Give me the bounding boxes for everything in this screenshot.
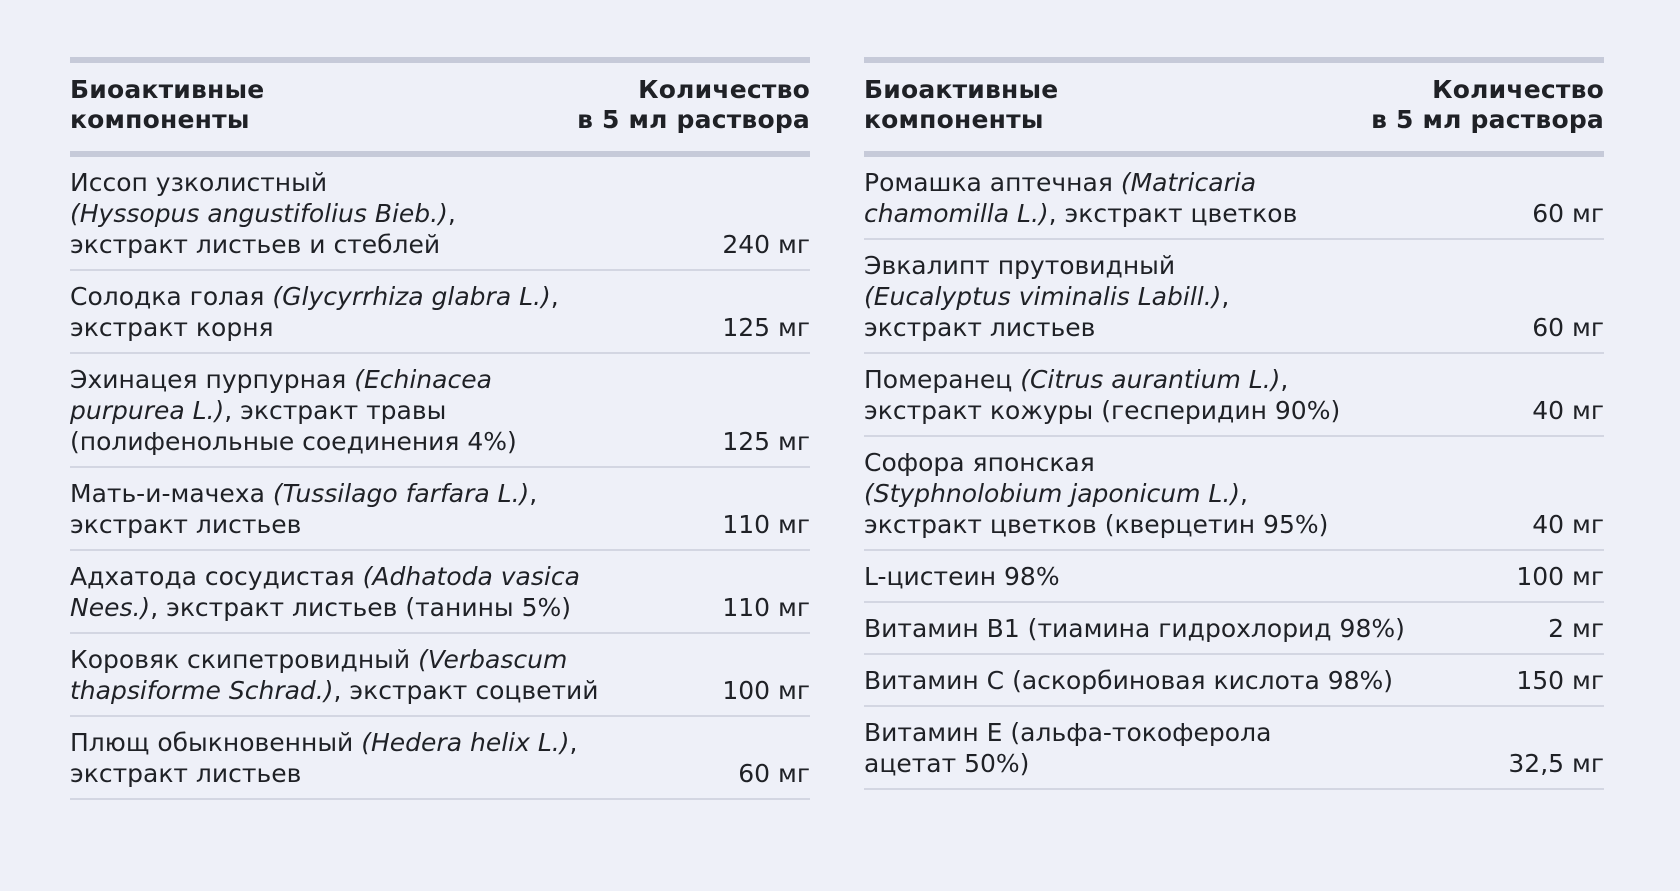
text-segment: экстракт цветков (кверцетин 95%) <box>864 510 1329 539</box>
text-segment: Мать-и-мачеха <box>70 479 273 508</box>
latin-name-segment: (Hedera helix L.) <box>361 728 570 757</box>
composition-table-left <box>70 57 810 800</box>
latin-name-segment: (Glycyrrhiza glabra L.) <box>272 282 551 311</box>
component-amount: 110 мг <box>722 593 810 622</box>
text-segment: экстракт листьев <box>70 510 302 539</box>
component-column-header <box>70 75 264 135</box>
latin-name-segment: (Hyssopus angustifolius Bieb.) <box>70 199 448 228</box>
component-amount: 2 мг <box>1548 614 1604 643</box>
text-segment: экстракт корня <box>70 313 274 342</box>
table-row <box>864 437 1604 551</box>
table-row <box>70 157 810 271</box>
latin-name-segment: (Styphnolobium japonicum L.) <box>864 479 1241 508</box>
component-amount: 125 мг <box>722 313 810 342</box>
text-segment: , экстракт соцветий <box>333 676 599 705</box>
text-segment: Коровяк скипетровидный <box>70 645 419 674</box>
text-segment: Померанец <box>864 365 1021 394</box>
text-segment: , <box>550 282 559 311</box>
component-name-line <box>70 229 630 260</box>
component-amount: 240 мг <box>722 230 810 259</box>
component-name <box>70 281 630 343</box>
text-segment: экстракт листьев <box>864 313 1096 342</box>
component-name-line <box>864 167 1424 198</box>
component-amount: 150 мг <box>1516 666 1604 695</box>
text-segment: Витамин С (аскорбиновая кислота 98%) <box>864 666 1394 695</box>
component-name-line <box>864 509 1424 540</box>
table-header <box>864 57 1604 157</box>
latin-name-segment: chamomilla L.) <box>864 199 1049 228</box>
component-name <box>864 613 1424 644</box>
text-segment: экстракт кожуры (гесперидин 90%) <box>864 396 1341 425</box>
component-name-line <box>70 426 630 457</box>
table-row <box>70 634 810 717</box>
latin-name-segment: (Eucalyptus viminalis Labill.) <box>864 282 1222 311</box>
table-body <box>864 157 1604 790</box>
text-segment: (полифенольные соединения 4%) <box>70 427 517 456</box>
table-row <box>70 354 810 468</box>
table-row <box>864 354 1604 437</box>
component-name <box>70 478 630 540</box>
text-segment: , <box>1240 479 1248 508</box>
component-name-line <box>70 675 630 706</box>
component-name-line <box>70 478 630 509</box>
component-amount: 100 мг <box>722 676 810 705</box>
text-segment: Солодка голая <box>70 282 273 311</box>
text-segment: Иссоп узколистный <box>70 168 328 197</box>
table-row <box>864 240 1604 354</box>
text-segment: , <box>529 479 538 508</box>
component-header-line-2: компоненты <box>864 105 1044 134</box>
component-name-line <box>70 364 630 395</box>
table-row <box>864 603 1604 655</box>
amount-header-line-1: Количество <box>638 75 810 104</box>
component-amount: 60 мг <box>1532 199 1604 228</box>
component-name-line <box>70 281 630 312</box>
component-name <box>864 250 1424 343</box>
component-name <box>864 167 1424 229</box>
latin-name-segment: purpurea L.) <box>70 396 225 425</box>
component-name-line <box>864 748 1424 779</box>
component-name-line <box>70 167 630 198</box>
text-segment: Адхатода сосудистая <box>70 562 363 591</box>
component-name-line <box>864 395 1424 426</box>
component-name-line <box>70 561 630 592</box>
component-name-line <box>70 758 630 789</box>
component-name-line <box>70 592 630 623</box>
text-segment: экстракт листьев и стеблей <box>70 230 441 259</box>
table-row <box>864 655 1604 707</box>
text-segment: L-цистеин 98% <box>864 562 1060 591</box>
text-segment: , экстракт листьев (танины 5%) <box>150 593 572 622</box>
component-name-line <box>864 250 1424 281</box>
text-segment: , экстракт травы <box>224 396 447 425</box>
latin-name-segment: thapsiforme Schrad.) <box>70 676 334 705</box>
text-segment: Софора японская <box>864 448 1095 477</box>
component-name-line <box>70 727 630 758</box>
text-segment: Витамин В1 (тиамина гидрохлорид 98%) <box>864 614 1405 643</box>
component-amount: 40 мг <box>1532 510 1604 539</box>
component-name-line <box>864 447 1424 478</box>
component-header-line-2: компоненты <box>70 105 250 134</box>
latin-name-segment: (Matricaria <box>1120 168 1257 197</box>
component-name <box>70 644 630 706</box>
table-row <box>864 157 1604 240</box>
text-segment: Эхинацея пурпурная <box>70 365 355 394</box>
text-segment: , экстракт цветков <box>1048 199 1298 228</box>
component-name-line <box>864 665 1424 696</box>
component-amount: 110 мг <box>722 510 810 539</box>
table-row <box>70 717 810 800</box>
component-name-line <box>70 312 630 343</box>
latin-name-segment: (Tussilago farfara L.) <box>272 479 530 508</box>
latin-name-segment: (Echinacea <box>354 365 492 394</box>
text-segment: Ромашка аптечная <box>864 168 1121 197</box>
text-segment: Витамин Е (альфа-токоферола <box>864 718 1272 747</box>
component-name <box>864 447 1424 540</box>
amount-header-line-2: в 5 мл раствора <box>1371 105 1604 134</box>
table-row <box>864 707 1604 790</box>
table-row <box>70 551 810 634</box>
component-name-line <box>70 198 630 229</box>
component-name <box>70 561 630 623</box>
text-segment: Эвкалипт прутовидный <box>864 251 1176 280</box>
latin-name-segment: (Verbascum <box>418 645 568 674</box>
text-segment: , <box>1221 282 1230 311</box>
text-segment: , <box>1280 365 1289 394</box>
text-segment: , <box>569 728 578 757</box>
component-name-line <box>864 312 1424 343</box>
table-row <box>864 551 1604 603</box>
component-name <box>864 364 1424 426</box>
component-name-line <box>864 561 1424 592</box>
component-amount: 60 мг <box>738 759 810 788</box>
component-amount: 100 мг <box>1516 562 1604 591</box>
component-name <box>864 561 1424 592</box>
component-name-line <box>70 644 630 675</box>
component-header-line-1: Биоактивные <box>864 75 1059 104</box>
component-name <box>70 364 630 457</box>
component-name <box>70 167 630 260</box>
text-segment: , <box>447 199 456 228</box>
table-row <box>70 271 810 354</box>
component-name-line <box>864 198 1424 229</box>
component-name-line <box>864 281 1424 312</box>
component-name-line <box>864 613 1424 644</box>
text-segment: Плющ обыкновенный <box>70 728 362 757</box>
component-column-header <box>864 75 1058 135</box>
amount-column-header <box>577 75 810 135</box>
amount-header-line-1: Количество <box>1432 75 1604 104</box>
latin-name-segment: Nees.) <box>70 593 151 622</box>
component-name <box>864 665 1424 696</box>
component-name-line <box>864 717 1424 748</box>
component-name <box>864 717 1424 779</box>
component-name-line <box>864 364 1424 395</box>
table-body <box>70 157 810 800</box>
component-name-line <box>864 478 1424 509</box>
latin-name-segment: (Citrus aurantium L.) <box>1020 365 1281 394</box>
text-segment: ацетат 50%) <box>864 749 1030 778</box>
amount-column-header <box>1371 75 1604 135</box>
text-segment: экстракт листьев <box>70 759 302 788</box>
table-header <box>70 57 810 157</box>
component-amount: 32,5 мг <box>1508 749 1604 778</box>
component-name-line <box>70 509 630 540</box>
component-name-line <box>70 395 630 426</box>
latin-name-segment: (Adhatoda vasica <box>362 562 580 591</box>
component-amount: 125 мг <box>722 427 810 456</box>
composition-table-right <box>864 57 1604 790</box>
amount-header-line-2: в 5 мл раствора <box>577 105 810 134</box>
table-row <box>70 468 810 551</box>
component-amount: 40 мг <box>1532 396 1604 425</box>
component-amount: 60 мг <box>1532 313 1604 342</box>
component-header-line-1: Биоактивные <box>70 75 265 104</box>
component-name <box>70 727 630 789</box>
